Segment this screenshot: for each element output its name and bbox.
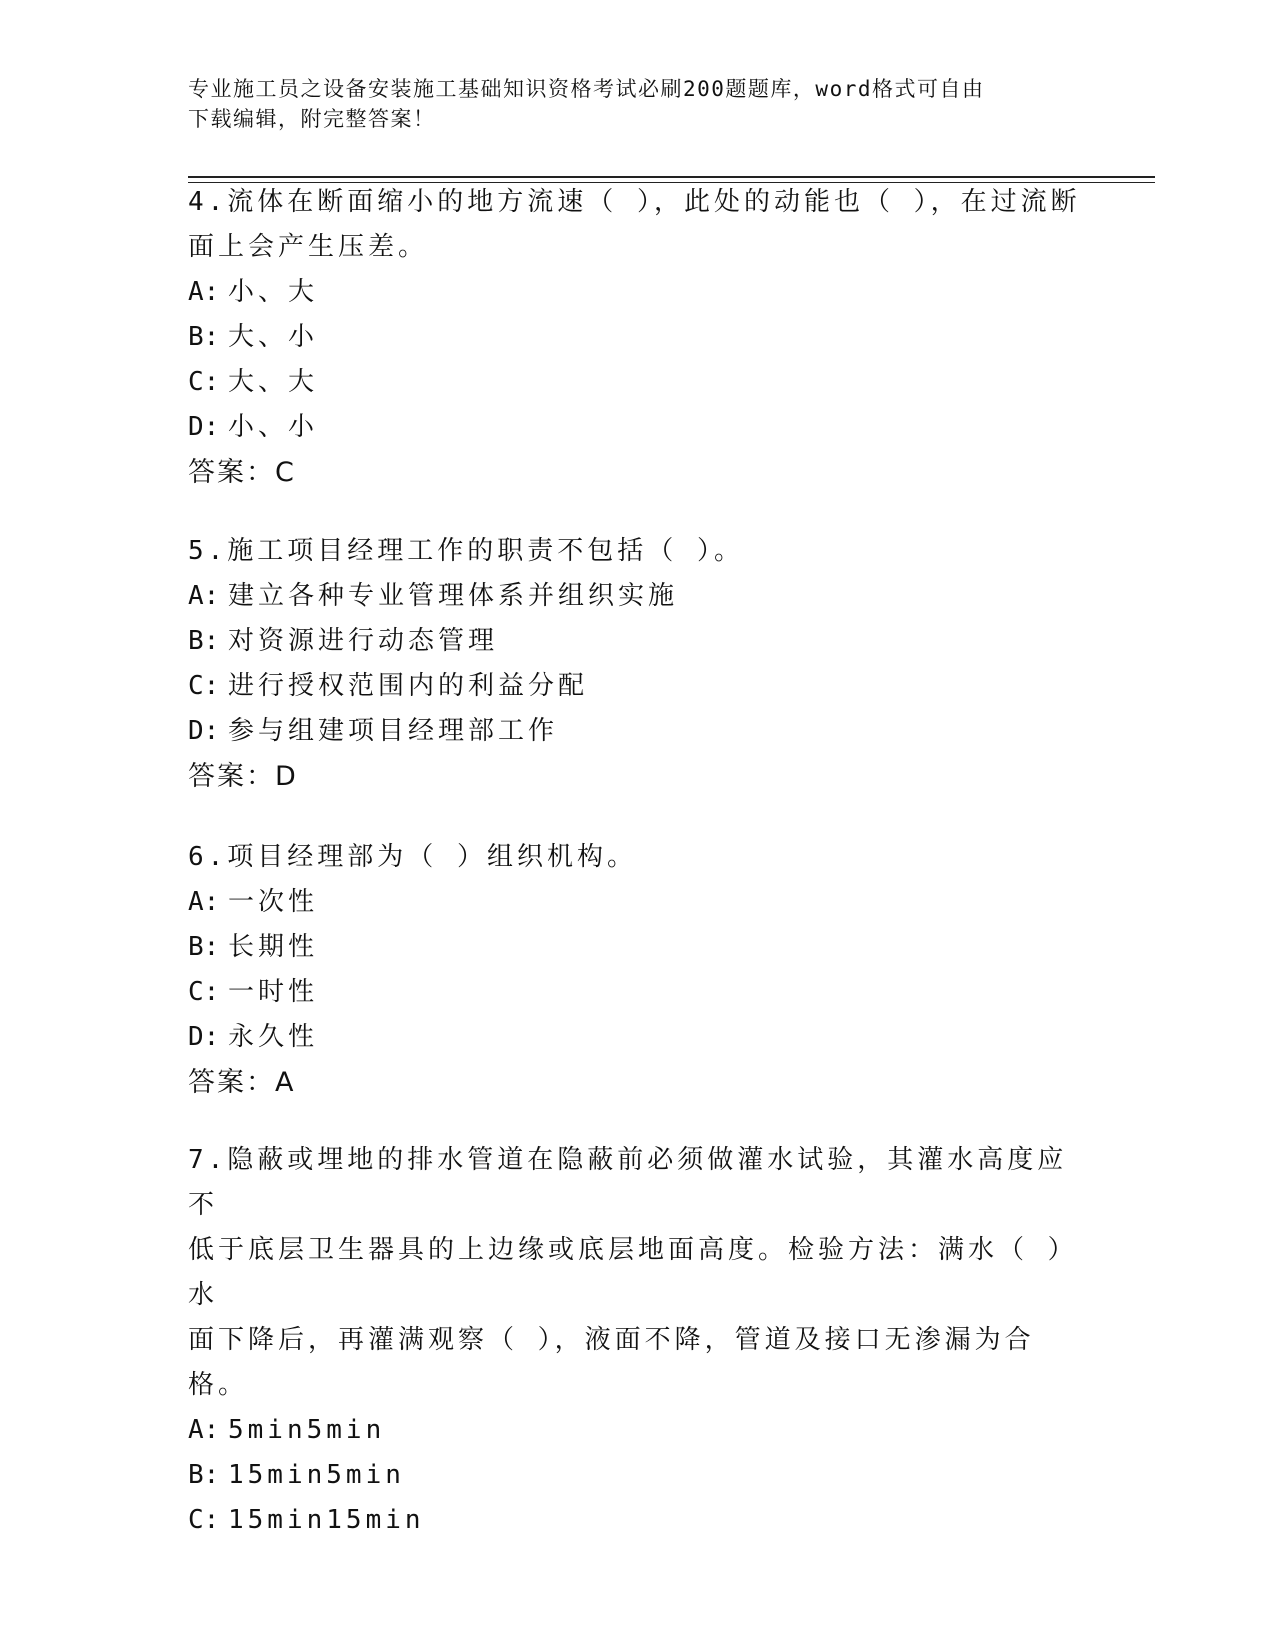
question-stem-line: 6.项目经理部为（ ）组织机构。 (188, 842, 637, 872)
header-divider-thick (188, 176, 1155, 178)
option-key: D: (188, 412, 220, 442)
option-key: A: (188, 1415, 220, 1445)
header-line-2: 下载编辑，附完整答案！ (188, 107, 436, 131)
question-stem-line: 低于底层卫生器具的上边缘或底层地面高度。检验方法：满水（ ）水 (188, 1235, 1078, 1310)
question-stem-line: 5.施工项目经理工作的职责不包括（ ）。 (188, 536, 744, 566)
option-a (188, 574, 1088, 619)
option-b (188, 315, 1088, 360)
option-a (188, 880, 1088, 925)
option-key: B: (188, 626, 220, 656)
option-c (188, 970, 1088, 1015)
question-stem-line: 面下降后，再灌满观察（ ），液面不降，管道及接口无渗漏为合格。 (188, 1325, 1035, 1400)
answer-line: 答案：A (188, 1067, 296, 1098)
option-text: 长期性 (228, 932, 319, 962)
option-key: A: (188, 581, 220, 611)
option-text: 15min15min (228, 1505, 425, 1535)
question-4 (188, 180, 1088, 495)
option-text: 永久性 (228, 1022, 319, 1052)
question-stem-line: 7.隐蔽或埋地的排水管道在隐蔽前必须做灌水试验，其灌水高度应不 (188, 1145, 1068, 1220)
option-c (188, 1498, 1088, 1543)
option-d (188, 405, 1088, 450)
option-key: B: (188, 1460, 220, 1490)
option-c (188, 360, 1088, 405)
option-b (188, 619, 1088, 664)
question-6 (188, 835, 1088, 1105)
option-key: A: (188, 887, 220, 917)
option-key: D: (188, 1022, 220, 1052)
option-key: C: (188, 367, 220, 397)
option-key: B: (188, 322, 220, 352)
option-a (188, 1408, 1088, 1453)
option-d (188, 709, 1088, 754)
option-text: 进行授权范围内的利益分配 (228, 671, 589, 701)
option-key: C: (188, 977, 220, 1007)
document-header (188, 74, 1088, 134)
question-7 (188, 1138, 1088, 1543)
option-key: B: (188, 932, 220, 962)
question-stem-line: 面上会产生压差。 (188, 232, 429, 262)
header-line-1: 专业施工员之设备安装施工基础知识资格考试必刷200题题库，word格式可自由 (188, 77, 985, 101)
question-stem-line: 4.流体在断面缩小的地方流速（ ），此处的动能也（ ），在过流断 (188, 187, 1081, 217)
option-key: A: (188, 277, 220, 307)
option-b (188, 925, 1088, 970)
option-key: C: (188, 671, 220, 701)
option-text: 小、大 (228, 277, 319, 307)
option-text: 大、小 (228, 322, 319, 352)
option-text: 小、小 (228, 412, 319, 442)
answer-line: 答案：C (188, 457, 296, 488)
option-a (188, 270, 1088, 315)
option-key: D: (188, 716, 220, 746)
option-text: 对资源进行动态管理 (228, 626, 499, 656)
option-text: 大、大 (228, 367, 319, 397)
option-text: 一次性 (228, 887, 319, 917)
option-text: 一时性 (228, 977, 319, 1007)
option-key: C: (188, 1505, 220, 1535)
option-text: 建立各种专业管理体系并组织实施 (228, 581, 679, 611)
option-d (188, 1015, 1088, 1060)
option-text: 5min5min (228, 1415, 386, 1445)
question-5 (188, 529, 1088, 799)
option-text: 15min5min (228, 1460, 405, 1490)
answer-line: 答案：D (188, 761, 298, 792)
option-text: 参与组建项目经理部工作 (228, 716, 559, 746)
option-b (188, 1453, 1088, 1498)
option-c (188, 664, 1088, 709)
